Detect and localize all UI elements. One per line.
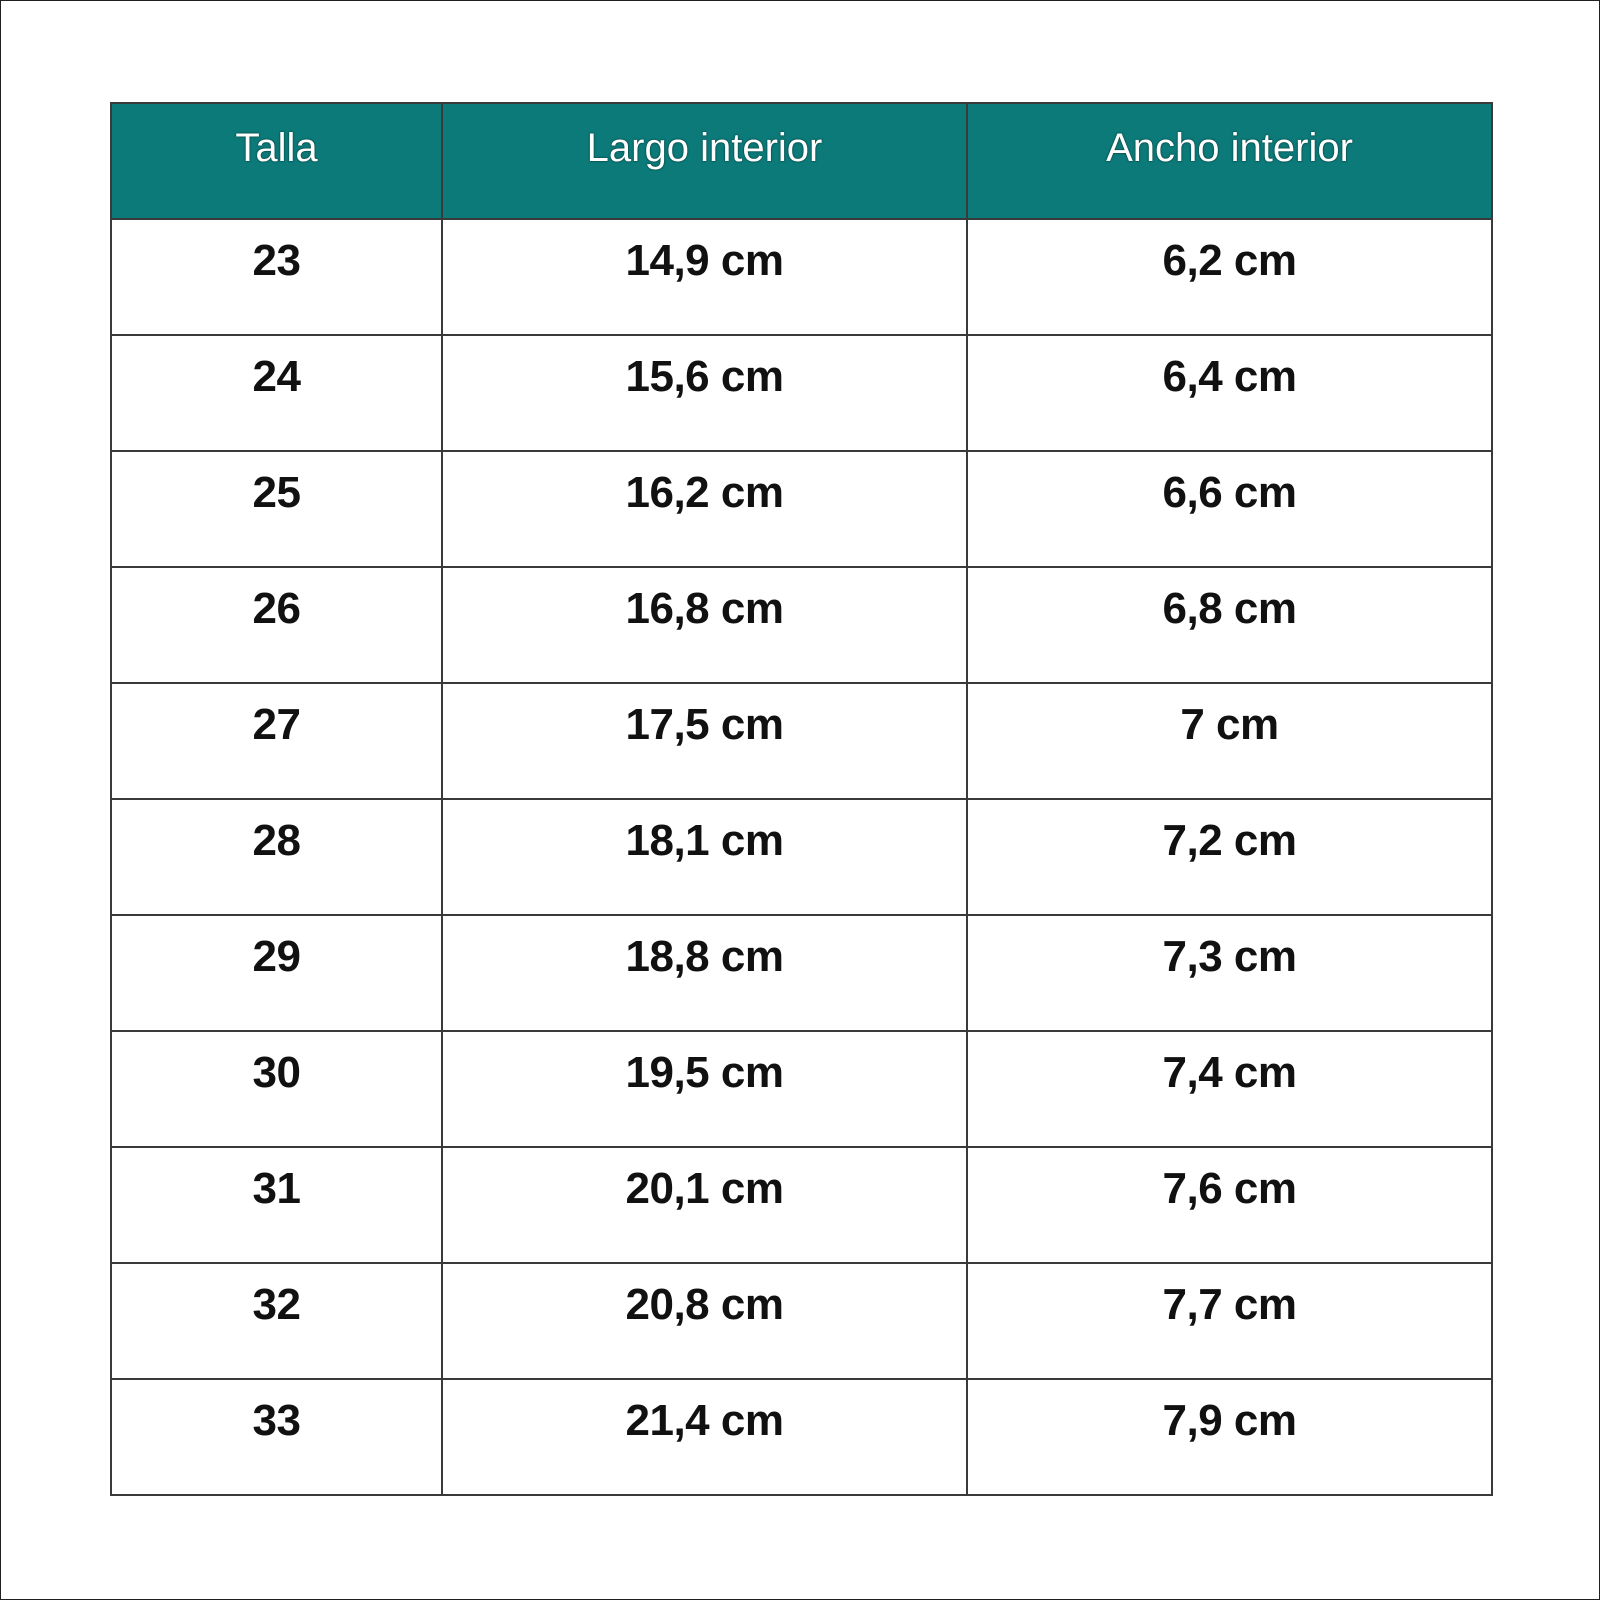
cell-ancho-interior: 7,2 cm [967,799,1492,915]
table-row [111,915,1492,1031]
header-largo-interior: Largo interior [442,103,967,219]
cell-ancho-interior: 7,6 cm [967,1147,1492,1263]
cell-largo-interior: 17,5 cm [442,683,967,799]
header-talla: Talla [111,103,442,219]
cell-ancho-interior: 6,4 cm [967,335,1492,451]
header-row [111,103,1492,219]
cell-largo-interior: 19,5 cm [442,1031,967,1147]
table-row [111,567,1492,683]
cell-largo-interior: 16,2 cm [442,451,967,567]
cell-talla: 26 [111,567,442,683]
table-row [111,683,1492,799]
cell-largo-interior: 18,1 cm [442,799,967,915]
cell-talla: 31 [111,1147,442,1263]
cell-ancho-interior: 6,6 cm [967,451,1492,567]
cell-ancho-interior: 7,9 cm [967,1379,1492,1495]
cell-largo-interior: 20,1 cm [442,1147,967,1263]
cell-talla: 23 [111,219,442,335]
table-row [111,451,1492,567]
table-row [111,1031,1492,1147]
table-row [111,335,1492,451]
cell-ancho-interior: 7,4 cm [967,1031,1492,1147]
cell-largo-interior: 16,8 cm [442,567,967,683]
cell-talla: 30 [111,1031,442,1147]
cell-ancho-interior: 7 cm [967,683,1492,799]
cell-talla: 27 [111,683,442,799]
size-chart-table [110,102,1493,1496]
cell-talla: 28 [111,799,442,915]
table-header [111,103,1492,219]
cell-largo-interior: 18,8 cm [442,915,967,1031]
cell-talla: 33 [111,1379,442,1495]
cell-ancho-interior: 7,3 cm [967,915,1492,1031]
cell-ancho-interior: 6,8 cm [967,567,1492,683]
cell-ancho-interior: 6,2 cm [967,219,1492,335]
cell-largo-interior: 21,4 cm [442,1379,967,1495]
cell-largo-interior: 14,9 cm [442,219,967,335]
cell-talla: 32 [111,1263,442,1379]
table-row [111,1379,1492,1495]
table-row [111,1147,1492,1263]
cell-largo-interior: 15,6 cm [442,335,967,451]
cell-talla: 29 [111,915,442,1031]
cell-talla: 24 [111,335,442,451]
cell-talla: 25 [111,451,442,567]
header-ancho-interior: Ancho interior [967,103,1492,219]
table-row [111,219,1492,335]
cell-largo-interior: 20,8 cm [442,1263,967,1379]
table-row [111,799,1492,915]
table-body [111,219,1492,1495]
table-row [111,1263,1492,1379]
cell-ancho-interior: 7,7 cm [967,1263,1492,1379]
